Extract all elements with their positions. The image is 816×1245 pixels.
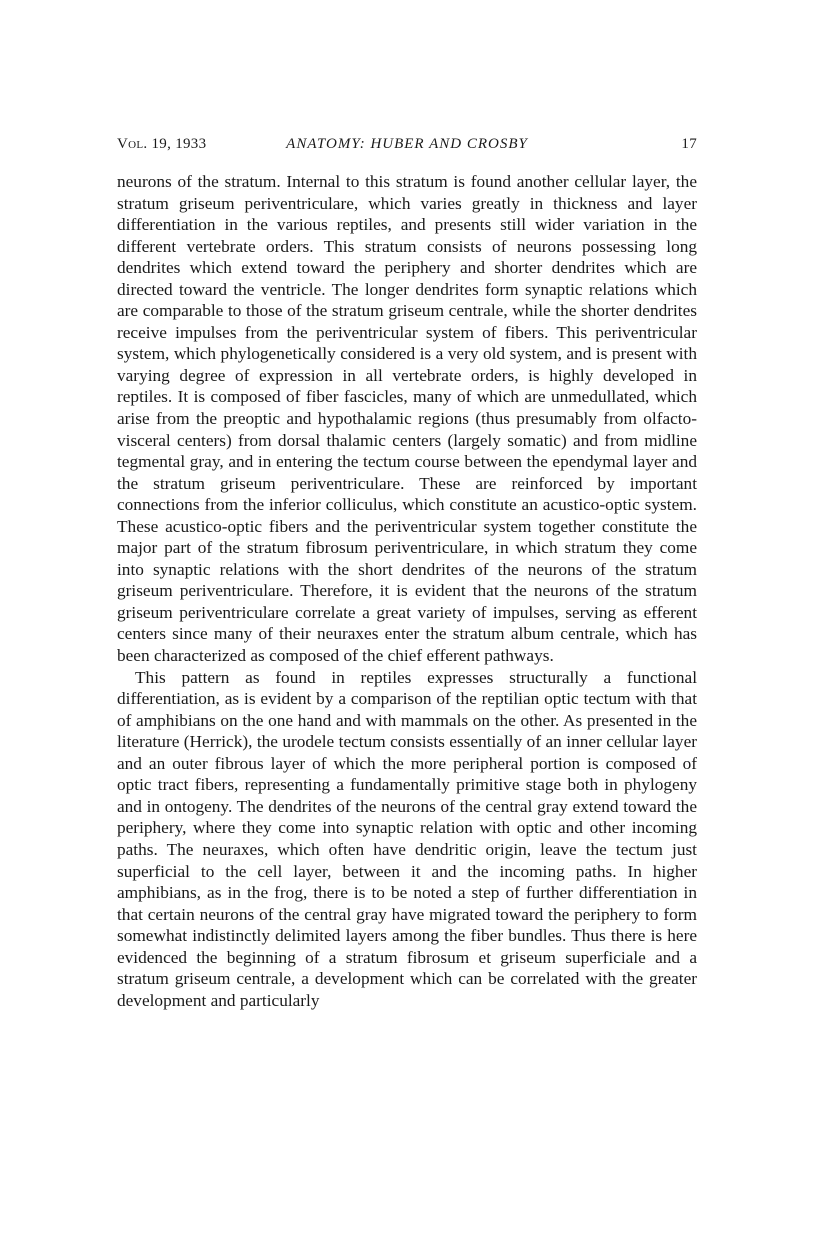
journal-page (117, 132, 697, 1011)
paragraph: This pattern as found in reptiles expresses structurally a functional differentiation, as is evident by a comparison of the reptilian optic tectum with that of amphibians on the one hand and with mammals on the other. As presented in the literature (Herrick), the urodele tectum consists essentially of an inner cellular layer and an outer fibrous layer of which the more peripheral portion is composed of optic tract fibers, representing a fundamentally primitive stage both in phylogeny and in ontogeny. The dendrites of the neurons of the central gray extend toward the periphery, where they come into synaptic relation with optic and other incoming paths. The neuraxes, which often have dendritic origin, leave the tectum just superficial to the cell layer, between it and the incoming paths. In higher amphibians, as in the frog, there is to be noted a step of further differentiation in that certain neurons of the central gray have migrated toward the periphery to form somewhat indistinctly delimited layers among the fiber bundles. Thus there is here evidenced the beginning of a stratum fibrosum et griseum superficiale and a stratum griseum centrale, a development which can be correlated with the greater development and particularly (117, 667, 697, 1010)
running-title: ANATOMY: HUBER AND CROSBY (286, 136, 528, 152)
page-number: 17 (681, 136, 697, 152)
volume-year: Vol. 19, 1933 (117, 136, 207, 152)
body-text (117, 171, 697, 1011)
running-head (117, 132, 697, 156)
paragraph-continued: neurons of the stratum. Internal to this stratum is found another cellular layer, the stratum griseum periventriculare, which varies greatly in thickness and layer differentiation in the various reptiles, and presents still wider variation in the different vertebrate orders. This stratum consists of neurons possessing long dendrites which extend toward the periphery and shorter dendrites which are directed toward the ventricle. The longer dendrites form synaptic relations which are comparable to those of the stratum griseum centrale, while the shorter dendrites receive impulses from the periventricular system of fibers. This periventricular system, which phylogenetically considered is a very old system, and is present with varying degree of expression in all vertebrate orders, is highly developed in reptiles. It is composed of fiber fascicles, many of which are unmedullated, which arise from the preoptic and hypothalamic regions (thus presumably from olfacto-visceral centers) from dorsal thalamic centers (largely somatic) and from midline tegmental gray, and in entering the tectum course between the ependymal layer and the stratum griseum periventriculare. These are reinforced by important connections from the inferior colliculus, which constitute an acustico-optic system. These acustico-optic fibers and the periventricular system together constitute the major part of the stratum fibrosum periventriculare, in which stratum they come into synaptic relations with the short dendrites of the neurons of the stratum griseum periventriculare. Therefore, it is evident that the neurons of the stratum griseum periventriculare correlate a great variety of impulses, serving as efferent centers since many of their neuraxes enter the stratum album centrale, which has been characterized as composed of the chief efferent pathways. (117, 172, 697, 666)
